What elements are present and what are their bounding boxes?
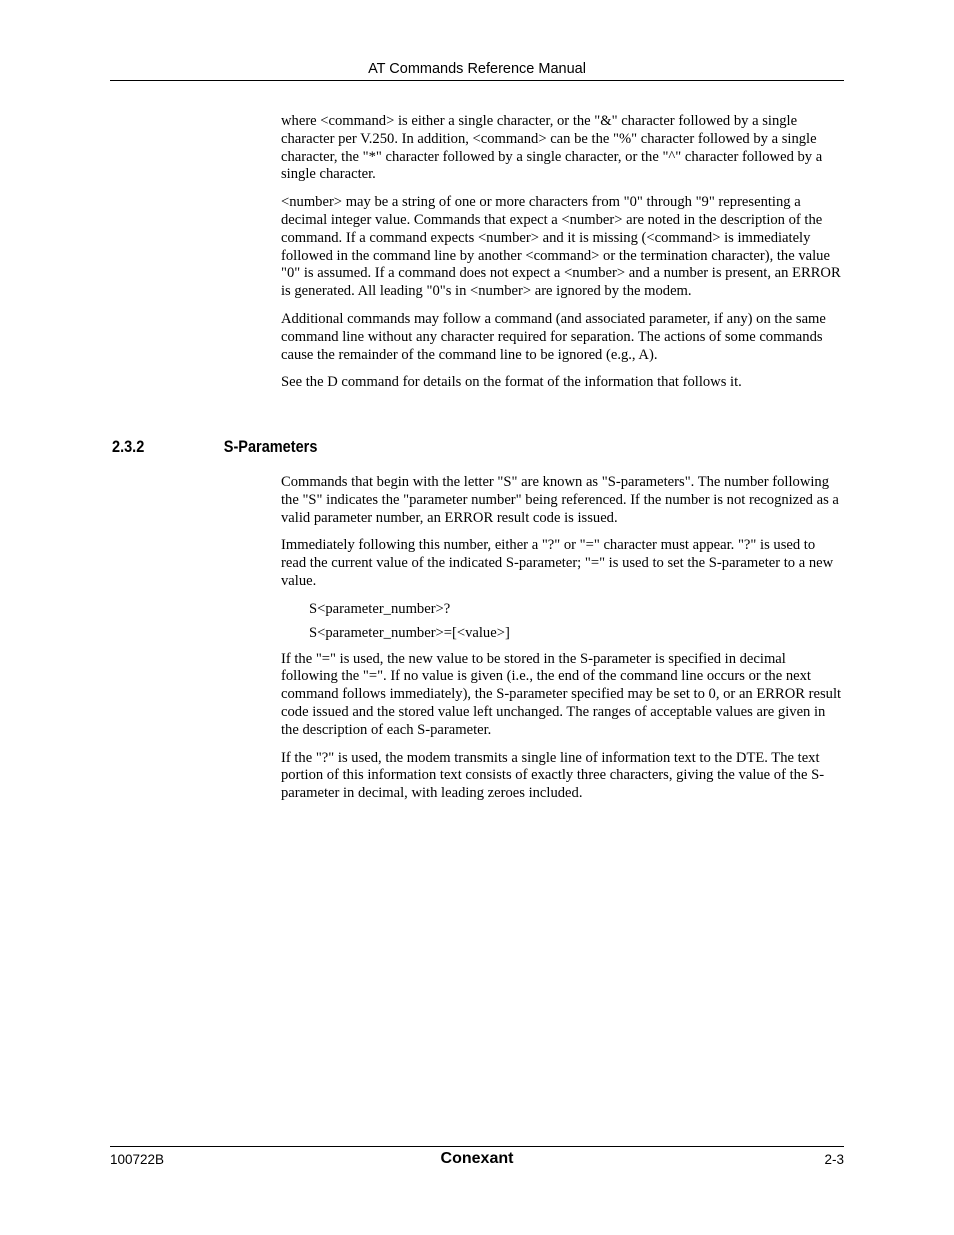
paragraph: Commands that begin with the letter "S" are known as "S-parameters". The number following the "S" indicates the "parameter number" being referenced. If the number is not recognized as a valid parameter number, an ERROR result code is issued. xyxy=(281,474,839,526)
syntax-line-query: S<parameter_number>? xyxy=(309,600,451,617)
paragraph: If the "?" is used, the modem transmits a single line of information text to the DTE. The text portion of this information text consists of exactly three characters, giving the value of the S-parameter in decimal, with leading zeroes included. xyxy=(281,749,825,802)
footer-page-number: 2-3 xyxy=(824,1152,844,1167)
section-heading xyxy=(112,437,317,457)
section-title: S-Parameters xyxy=(223,438,318,456)
paragraph: Additional commands may follow a command (and associated parameter, if any) on the same command line without any character required for separation. The actions of some commands cause the remainder of the command line to be ignored (e.g., A). xyxy=(281,310,826,363)
header-rule xyxy=(110,80,844,81)
paragraph: <number> may be a string of one or more characters from "0" through "9" representing a decimal integer value. Commands that expect a <number> are noted in the description of the command. If a command expects <number> and it is missing (<command> is immediately followed in the command line by another <command> or the termination character), the value "0" is assumed. If a command does not expect a <number> and a number is present, an ERROR is generated. All leading "0"s in <number> are ignored by the modem. xyxy=(281,194,841,300)
paragraph: Immediately following this number, either a "?" or "=" character must appear. "?" is used to read the current value of the indicated S-parameter; "=" is used to set the S-parameter to a new value. xyxy=(281,537,834,589)
paragraph: See the D command for details on the format of the information that follows it. xyxy=(281,374,742,391)
running-header: AT Commands Reference Manual xyxy=(368,61,586,77)
section-number: 2.3.2 xyxy=(112,438,145,456)
paragraph: If the "=" is used, the new value to be stored in the S-parameter is specified in decimal following the "=". If no value is given (i.e., the end of the command line occurs or the next command follows immediately), the S-parameter specified may be set to 0, or an ERROR result code issued and the stored value left unchanged. The ranges of acceptable values are given in the description of each S-parameter. xyxy=(281,650,842,738)
paragraph: where <command> is either a single character, or the "&" character followed by a single character per V.250. In addition, <command> can be the "%" character followed by a single character, the "*" character followed by a single character, or the "^" character followed by a single character. xyxy=(281,113,823,183)
footer-company: Conexant xyxy=(440,1150,514,1167)
section-body xyxy=(281,474,843,813)
footer-doc-number: 100722B xyxy=(110,1152,165,1167)
intro-text xyxy=(281,113,843,402)
syntax-line-set: S<parameter_number>=[<value>] xyxy=(309,624,510,641)
footer-rule xyxy=(110,1146,844,1147)
